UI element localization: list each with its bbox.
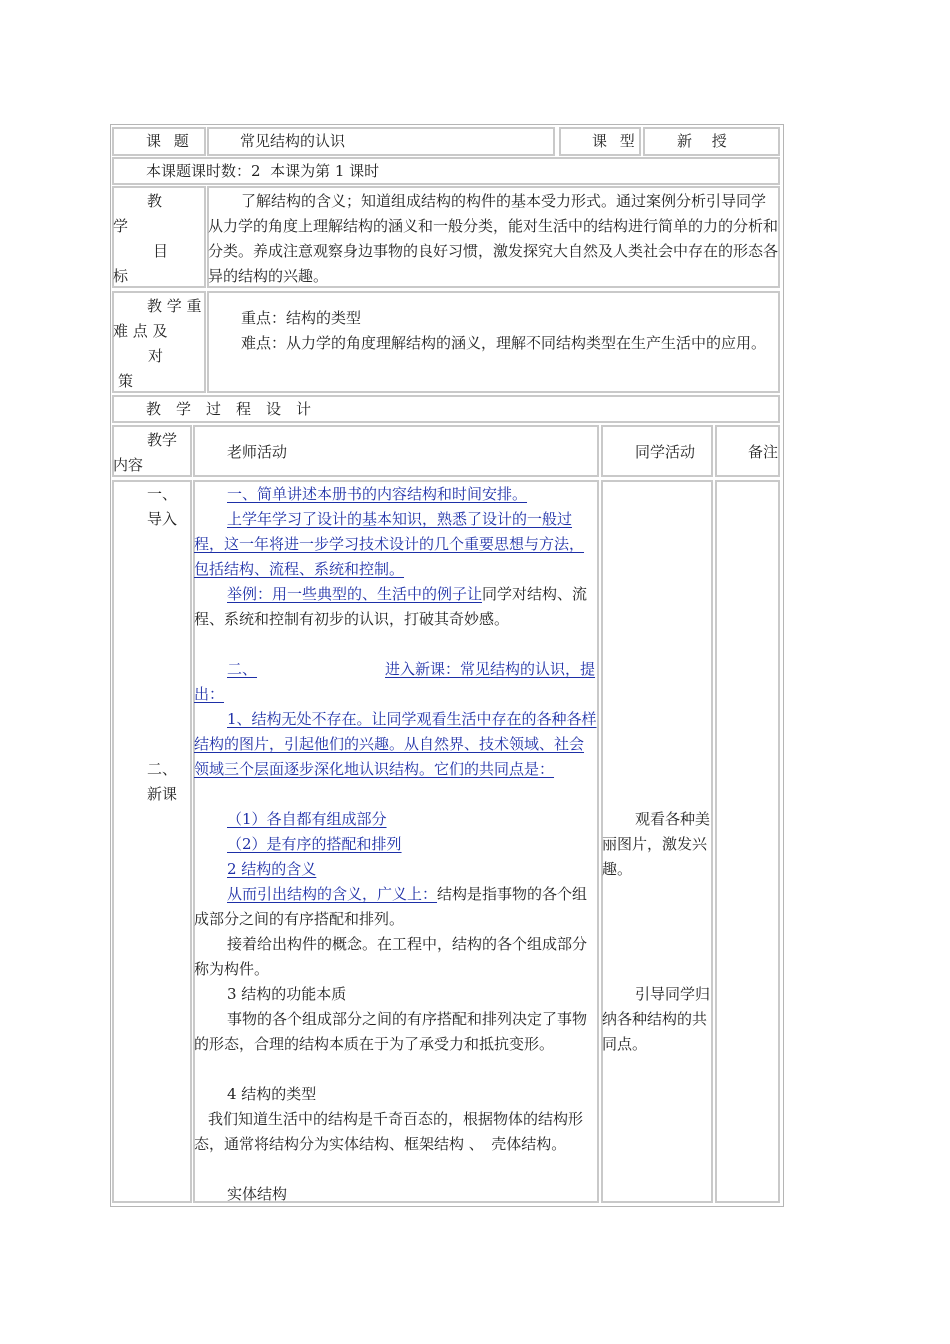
objectives-label-2: 学 <box>113 217 129 235</box>
student-note-watch: 观看各种美丽图片，激发兴趣。 <box>602 810 711 878</box>
teacher-line-types-heading: 4 结构的类型 <box>227 1085 317 1103</box>
section-new-number: 二、 <box>147 760 178 778</box>
teacher-line-function: 事物的各个组成部分之间的有序搭配和排列决定了事物的形态，合理的结构本质在于为了承受力和抵抗变形。 <box>194 1010 588 1053</box>
content-header-1: 教学 <box>147 431 178 449</box>
student-header: 同学活动 <box>635 443 696 461</box>
teacher-line-solid-structure: 实体结构 <box>227 1185 288 1203</box>
notes-header: 备注 <box>748 443 779 461</box>
teacher-line-point-1: （1）各自都有组成部分 <box>227 810 387 828</box>
focus-label-3: 对 <box>148 347 164 365</box>
teacher-line-examples <box>194 582 597 632</box>
teacher-header: 老师活动 <box>227 443 288 461</box>
notes-body-cell <box>715 480 780 1203</box>
teacher-line-component: 接着给出构件的概念。在工程中，结构的各个组成部分称为构件。 <box>194 935 588 978</box>
teacher-line-examples-rest: 同学对结构、流程、系统和控制有初步的认识，打破其奇妙感。 <box>194 585 588 628</box>
focus-difficulty: 难点：从力学的角度理解结构的涵义，理解不同结构类型在生产生活中的应用。 <box>241 334 767 352</box>
design-title: 教 学 过 程 设 计 <box>146 400 312 418</box>
teacher-line-newlesson-text: 进入新课：常见结构的认识，提出： <box>194 660 596 703</box>
objectives-label-3: 目 <box>153 242 169 260</box>
content-body-cell <box>112 480 192 1203</box>
teacher-line-overview: 一、简单讲述本册书的内容结构和时间安排。 <box>227 485 528 503</box>
objectives-text: 了解结构的含义；知道组成结构的构件的基本受力形式。通过案例分析引导同学从力学的角度上理解结构的涵义和一般分类，能对生活中的结构进行简单的力的分析和分类。养成注意观察身边事物的良好习惯，激发探究大自然及人类社会中存在的形态各异的结构的兴趣。 <box>208 192 779 285</box>
teacher-line-meaning-heading: 2 结构的含义 <box>227 860 317 878</box>
teacher-line-newlesson <box>194 657 597 707</box>
teacher-line-meaning <box>194 882 597 932</box>
teacher-line-review: 上学年学习了设计的基本知识，熟悉了设计的一般过程，这一年将进一步学习技术设计的几个重要思想与方法，包括结构、流程、系统和控制。 <box>194 510 585 578</box>
teacher-line-function-heading: 3 结构的功能本质 <box>227 985 347 1003</box>
topic-value: 常见结构的认识 <box>240 132 346 150</box>
focus-label-1: 教 学 重 <box>147 297 202 315</box>
focus-key-point: 重点：结构的类型 <box>241 309 362 327</box>
teacher-line-meaning-rest: 结构是指事物的各个组成部分之间的有序搭配和排列。 <box>194 885 588 928</box>
content-header-2: 内容 <box>113 456 144 474</box>
teacher-line-point-2: （2）是有序的搭配和排列 <box>227 835 402 853</box>
type-label: 课 型 <box>592 132 639 150</box>
teacher-line-types: 我们知道生活中的结构是千奇百态的，根据物体的结构形态，通常将结构分为实体结构、框架结构 、 壳体结构。 <box>194 1110 584 1153</box>
student-note-summarize: 引导同学归纳各种结构的共同点。 <box>602 985 711 1053</box>
topic-label: 课 题 <box>146 132 193 150</box>
objectives-label-1: 教 <box>147 192 163 210</box>
teacher-line-structure-everywhere: 1、结构无处不存在。让同学观看生活中存在的各种各样结构的图片，引起他们的兴趣。从自然界、技术领域、社会领域三个层面逐步深化地认识结构。它们的共同点是： <box>194 710 597 778</box>
teacher-line-newlesson-number: 二、 <box>227 660 258 678</box>
section-intro-number: 一、 <box>147 485 178 503</box>
period-text: 本课题课时数：2 本课为第 1 课时 <box>146 162 380 180</box>
teacher-line-examples-lead: 举例：用一些典型的、生活中的例子让 <box>227 585 483 603</box>
focus-label-2: 难 点 及 <box>113 322 168 340</box>
objectives-label-4: 标 <box>113 267 129 285</box>
type-value: 新 授 <box>677 132 727 150</box>
teacher-line-meaning-lead: 从而引出结构的含义，广义上： <box>227 885 438 903</box>
section-intro-title: 导入 <box>147 510 178 528</box>
focus-label-4: 策 <box>118 372 134 390</box>
section-new-title: 新课 <box>147 785 178 803</box>
